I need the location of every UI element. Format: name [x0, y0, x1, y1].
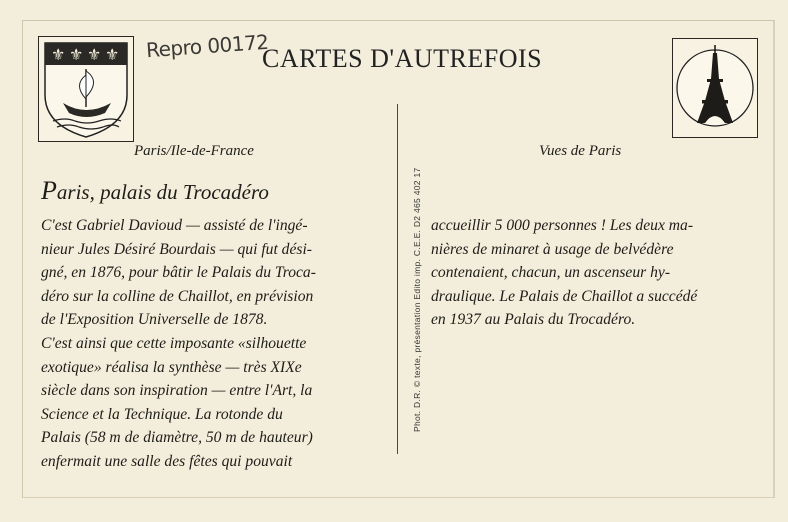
- text-line: C'est Gabriel Davioud — assisté de l'ingé-: [41, 217, 308, 234]
- text-line: contenaient, chacun, un ascenseur hy-: [431, 264, 671, 282]
- paris-coat-of-arms-icon: [38, 36, 134, 142]
- region-label: Paris/Ile-de-France: [134, 143, 254, 159]
- svg-text:⚜: ⚜: [69, 45, 84, 64]
- text-line: nieur Jules Désiré Bourdais — qui fut dési-: [41, 240, 312, 258]
- series-label: Vues de Paris: [539, 143, 622, 159]
- text-line: Palais (58 m de diamètre, 50 m de hauteur): [41, 429, 313, 447]
- text-line: en 1937 au Palais du Trocadéro.: [431, 311, 636, 329]
- description-right-column: [431, 214, 759, 332]
- text-line: déro sur la colline de Chaillot, en prévision: [41, 287, 314, 305]
- text-line: accueillir 5 000 personnes ! Les deux ma-: [431, 217, 694, 234]
- print-credits: Phot. D.R. © texte, présentation Edito imp. C.E.E. D2 465 402 17: [412, 167, 422, 432]
- text-line: C'est ainsi que cette imposante «silhouette: [41, 334, 307, 352]
- text-line: enfermait une salle des fêtes qui pouvait: [41, 452, 293, 470]
- title-rest: aris, palais du Trocadéro: [56, 180, 269, 204]
- svg-text:⚜: ⚜: [87, 45, 102, 64]
- description-left-column: [41, 214, 383, 474]
- text-line: de l'Exposition Universelle de 1878.: [41, 311, 268, 329]
- text-line: Science et la Technique. La rotonde du: [41, 405, 283, 423]
- text-line: draulique. Le Palais de Chaillot a succédé: [431, 287, 698, 305]
- text-line: exotique» réalisa la synthèse — très XIXe: [41, 358, 302, 376]
- svg-text:⚜: ⚜: [51, 45, 66, 64]
- text-line: nières de minaret à usage de belvédère: [431, 240, 674, 258]
- brand-title: CARTES D'AUTREFOIS: [262, 44, 543, 73]
- column-divider: [397, 104, 398, 454]
- svg-text:⚜: ⚜: [105, 45, 120, 64]
- handwritten-reference: Repro 00172: [145, 29, 270, 63]
- text-line: siècle dans son inspiration — entre l'Art, la: [41, 382, 313, 400]
- card-title: [41, 176, 269, 206]
- eiffel-tower-icon: [672, 38, 758, 138]
- text-line: gné, en 1876, pour bâtir le Palais du Troca-: [41, 264, 316, 282]
- title-initial: P: [41, 176, 57, 205]
